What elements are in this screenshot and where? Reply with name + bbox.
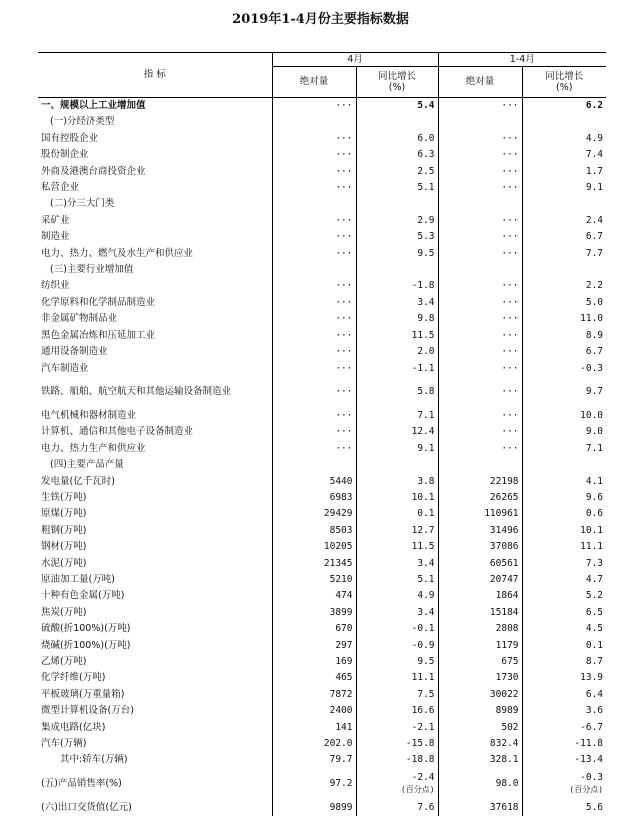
april-growth-cell (356, 114, 438, 130)
table-row (38, 752, 606, 768)
april-growth-cell: 6.0 (356, 131, 438, 147)
pct-label: (%) (556, 82, 573, 93)
table-row (38, 638, 606, 654)
row-label: (四)主要产品产量 (50, 459, 124, 471)
jan-apr-abs-cell: 502 (438, 720, 522, 736)
table-row (38, 213, 606, 229)
april-abs-cell: 465 (272, 670, 356, 686)
table-row (38, 311, 606, 327)
jan-apr-abs-cell: 20747 (438, 572, 522, 588)
jan-apr-abs-cell: 1179 (438, 638, 522, 654)
jan-apr-growth-cell: 5.2 (522, 588, 606, 604)
row-label: 化学纤维(万吨) (41, 672, 106, 684)
jan-apr-growth-cell: 6.5 (522, 605, 606, 621)
row-label: 原煤(万吨) (41, 508, 87, 520)
table-row (38, 523, 606, 539)
growth-header-april (356, 67, 438, 98)
row-label: 水泥(万吨) (41, 557, 87, 569)
april-abs-cell: 79.7 (272, 752, 356, 768)
jan-apr-abs-cell: ··· (438, 344, 522, 360)
april-growth-cell: 5.8 (356, 377, 438, 408)
growth-label: 同比增长 (545, 71, 584, 82)
row-label: 化学原料和化学制品制造业 (41, 296, 156, 308)
april-abs-cell: 21345 (272, 556, 356, 572)
jan-apr-abs-cell: 8989 (438, 703, 522, 719)
april-growth-cell (356, 457, 438, 473)
table-row (38, 98, 606, 115)
row-label: 私营企业 (41, 182, 80, 194)
april-growth-cell: -0.1 (356, 621, 438, 637)
row-label: 微型计算机设备(万台) (41, 705, 134, 717)
jan-apr-abs-cell: ··· (438, 311, 522, 327)
jan-apr-abs-cell: 22198 (438, 474, 522, 490)
jan-apr-growth-cell (522, 262, 606, 278)
table-row (38, 361, 606, 377)
april-abs-cell (272, 262, 356, 278)
row-label: 计算机、通信和其他电子设备制造业 (41, 426, 194, 438)
april-growth-cell: 5.1 (356, 572, 438, 588)
table-row (38, 164, 606, 180)
jan-apr-abs-cell: ··· (438, 229, 522, 245)
growth-label: 同比增长 (378, 71, 417, 82)
jan-apr-abs-cell: 832.4 (438, 736, 522, 752)
row-label: (六)出口交货值(亿元) (41, 801, 132, 813)
april-abs-cell: 10205 (272, 539, 356, 555)
april-growth-cell: 5.4 (356, 98, 438, 115)
page-title: 2019年1-4月份主要指标数据 (232, 12, 409, 27)
table-row (38, 424, 606, 440)
april-growth-cell (356, 262, 438, 278)
april-abs-cell: 2400 (272, 703, 356, 719)
jan-apr-abs-cell (438, 457, 522, 473)
april-abs-cell: 202.0 (272, 736, 356, 752)
jan-apr-growth-cell: -0.3 (522, 361, 606, 377)
april-abs-cell: ··· (272, 408, 356, 424)
april-growth-cell: 6.3 (356, 147, 438, 163)
table-row (38, 654, 606, 670)
table-row (38, 344, 606, 360)
jan-apr-abs-cell: ··· (438, 147, 522, 163)
jan-apr-growth-cell: 0.1 (522, 638, 606, 654)
jan-apr-abs-cell: 30022 (438, 687, 522, 703)
table-row (38, 441, 606, 457)
row-label: 纺织业 (41, 280, 70, 292)
april-abs-cell: 297 (272, 638, 356, 654)
april-growth-cell: 5.1 (356, 180, 438, 196)
april-abs-cell: 7872 (272, 687, 356, 703)
table-row (38, 670, 606, 686)
indicator-table (38, 52, 606, 816)
jan-apr-abs-cell: 98.0 (438, 769, 522, 800)
april-abs-cell: ··· (272, 344, 356, 360)
jan-apr-growth-cell (522, 196, 606, 212)
jan-apr-abs-cell: 1864 (438, 588, 522, 604)
row-label: 汽车制造业 (41, 362, 89, 374)
april-growth-cell: 10.1 (356, 490, 438, 506)
table-row (38, 328, 606, 344)
april-growth-cell: 5.3 (356, 229, 438, 245)
april-growth-cell: -18.8 (356, 752, 438, 768)
april-abs-cell: ··· (272, 164, 356, 180)
row-label: 通用设备制造业 (41, 346, 108, 358)
row-label: 烧碱(折100%)(万吨) (41, 639, 131, 651)
jan-apr-abs-cell: ··· (438, 361, 522, 377)
april-growth-cell: 3.4 (356, 295, 438, 311)
jan-apr-growth-cell: 8.9 (522, 328, 606, 344)
april-growth-cell: 12.4 (356, 424, 438, 440)
april-growth-cell: 7.5 (356, 687, 438, 703)
april-growth-cell: 11.1 (356, 670, 438, 686)
row-label: 集成电路(亿块) (41, 721, 106, 733)
jan-apr-abs-cell: ··· (438, 408, 522, 424)
jan-apr-abs-cell: 328.1 (438, 752, 522, 768)
april-abs-cell: ··· (272, 441, 356, 457)
row-label: 电气机械和器材制造业 (41, 409, 137, 421)
jan-apr-growth-cell: 10.1 (522, 523, 606, 539)
table-row (38, 556, 606, 572)
jan-apr-growth-cell: 7.7 (522, 246, 606, 262)
row-label: 汽车(万辆) (41, 738, 87, 750)
april-abs-cell: 6983 (272, 490, 356, 506)
april-abs-cell: ··· (272, 295, 356, 311)
april-growth-cell: -1.1 (356, 361, 438, 377)
april-abs-cell: 5440 (272, 474, 356, 490)
jan-apr-abs-cell: ··· (438, 278, 522, 294)
jan-apr-growth-cell: 2.4 (522, 213, 606, 229)
table-row (38, 295, 606, 311)
row-label: (五)产品销售率(%) (41, 778, 122, 790)
april-abs-cell (272, 457, 356, 473)
row-label: 外商及港澳台商投资企业 (41, 165, 146, 177)
jan-apr-growth-cell: 5.6 (522, 800, 606, 816)
period-april-header: 4月 (272, 53, 438, 67)
table-row (38, 262, 606, 278)
jan-apr-abs-cell: 37618 (438, 800, 522, 816)
jan-apr-abs-cell: ··· (438, 180, 522, 196)
row-label: 股份制企业 (41, 149, 89, 161)
jan-apr-growth-cell (522, 457, 606, 473)
april-growth-cell: -1.8 (356, 278, 438, 294)
april-growth-cell: 2.5 (356, 164, 438, 180)
april-abs-cell: 5210 (272, 572, 356, 588)
jan-apr-abs-cell: ··· (438, 131, 522, 147)
april-growth-cell (356, 769, 438, 800)
april-abs-cell: ··· (272, 180, 356, 196)
jan-apr-abs-cell: 60561 (438, 556, 522, 572)
row-label: 生铁(万吨) (41, 491, 87, 503)
april-abs-cell: 169 (272, 654, 356, 670)
table-row (38, 769, 606, 800)
jan-apr-growth-cell: 4.5 (522, 621, 606, 637)
jan-apr-growth-cell: 6.4 (522, 687, 606, 703)
jan-apr-abs-cell: 15184 (438, 605, 522, 621)
jan-apr-abs-cell: 37086 (438, 539, 522, 555)
jan-apr-growth-cell: 6.7 (522, 344, 606, 360)
jan-apr-abs-cell: 2808 (438, 621, 522, 637)
unit-note: (百分点) (569, 785, 604, 795)
row-label: 黑色金属冶炼和压延加工业 (41, 329, 156, 341)
row-label: (一)分经济类型 (50, 116, 115, 128)
abs-header-jan-apr: 绝对量 (438, 67, 522, 98)
table-row (38, 720, 606, 736)
april-abs-cell: 97.2 (272, 769, 356, 800)
jan-apr-growth-cell: 9.1 (522, 180, 606, 196)
table-row (38, 147, 606, 163)
row-label: 一、规模以上工业增加值 (41, 100, 146, 111)
indicator-header: 指 标 (38, 53, 272, 98)
table-row (38, 605, 606, 621)
jan-apr-abs-cell: ··· (438, 164, 522, 180)
table-row (38, 457, 606, 473)
april-growth-cell: 9.1 (356, 441, 438, 457)
jan-apr-abs-cell (438, 262, 522, 278)
jan-apr-abs-cell: 31496 (438, 523, 522, 539)
april-growth-cell: 12.7 (356, 523, 438, 539)
jan-apr-growth-cell: 8.7 (522, 654, 606, 670)
jan-apr-growth-cell: 4.7 (522, 572, 606, 588)
april-growth-cell: 11.5 (356, 539, 438, 555)
jan-apr-abs-cell: ··· (438, 328, 522, 344)
table-row (38, 196, 606, 212)
april-abs-cell: ··· (272, 278, 356, 294)
april-abs-cell: ··· (272, 328, 356, 344)
april-abs-cell: ··· (272, 424, 356, 440)
jan-apr-abs-cell: 675 (438, 654, 522, 670)
april-growth-cell: -2.1 (356, 720, 438, 736)
table-row (38, 800, 606, 816)
growth-value: -0.3 (580, 772, 604, 784)
april-abs-cell: ··· (272, 246, 356, 262)
april-abs-cell (272, 196, 356, 212)
jan-apr-growth-cell: 10.0 (522, 408, 606, 424)
abs-header-april: 绝对量 (272, 67, 356, 98)
table-row (38, 506, 606, 522)
jan-apr-growth-cell: 4.1 (522, 474, 606, 490)
row-label: 粗钢(万吨) (41, 524, 87, 536)
jan-apr-abs-cell: ··· (438, 377, 522, 408)
april-growth-cell: 9.5 (356, 654, 438, 670)
april-growth-cell: 0.1 (356, 506, 438, 522)
april-growth-cell: 11.5 (356, 328, 438, 344)
april-growth-cell: 16.6 (356, 703, 438, 719)
jan-apr-growth-cell: 2.2 (522, 278, 606, 294)
april-growth-cell: 9.5 (356, 246, 438, 262)
april-abs-cell: ··· (272, 147, 356, 163)
april-abs-cell: 474 (272, 588, 356, 604)
row-label: 硫酸(折100%)(万吨) (41, 623, 131, 635)
jan-apr-abs-cell: ··· (438, 295, 522, 311)
april-abs-cell: ··· (272, 98, 356, 115)
april-abs-cell: 141 (272, 720, 356, 736)
april-abs-cell: 670 (272, 621, 356, 637)
april-abs-cell: 8503 (272, 523, 356, 539)
table-row (38, 180, 606, 196)
april-growth-cell: -0.9 (356, 638, 438, 654)
table-row (38, 377, 606, 408)
jan-apr-abs-cell: ··· (438, 246, 522, 262)
row-label: 乙烯(万吨) (41, 656, 87, 667)
table-row (38, 229, 606, 245)
april-growth-cell: 2.0 (356, 344, 438, 360)
table-row (38, 114, 606, 130)
april-growth-cell: -15.8 (356, 736, 438, 752)
april-abs-cell: ··· (272, 377, 356, 408)
april-abs-cell: ··· (272, 361, 356, 377)
row-label: (二)分三大门类 (50, 198, 115, 210)
jan-apr-abs-cell: ··· (438, 424, 522, 440)
row-label: 非金属矿物制品业 (41, 313, 118, 325)
row-label: 其中:轿车(万辆) (60, 754, 128, 766)
april-growth-cell: 3.4 (356, 556, 438, 572)
table-row (38, 474, 606, 490)
april-abs-cell: ··· (272, 229, 356, 245)
row-label: 电力、热力生产和供应业 (41, 442, 146, 454)
table-row (38, 278, 606, 294)
row-label: 原油加工量(万吨) (41, 573, 115, 585)
row-label: 铁路、船舶、航空航天和其他运输设备制造业 (41, 386, 232, 398)
jan-apr-growth-cell: 6.2 (522, 98, 606, 115)
pct-label: (%) (388, 82, 406, 93)
jan-apr-growth-cell: 0.6 (522, 506, 606, 522)
jan-apr-abs-cell: ··· (438, 98, 522, 115)
jan-apr-growth-cell: 9.7 (522, 377, 606, 408)
jan-apr-growth-cell: 3.6 (522, 703, 606, 719)
row-label: 制造业 (41, 231, 70, 243)
table-row (38, 246, 606, 262)
jan-apr-growth-cell: 11.1 (522, 539, 606, 555)
april-growth-cell: 4.9 (356, 588, 438, 604)
jan-apr-abs-cell: 26265 (438, 490, 522, 506)
period-jan-apr-header: 1-4月 (438, 53, 606, 67)
jan-apr-growth-cell: 1.7 (522, 164, 606, 180)
table-row (38, 588, 606, 604)
table-row (38, 687, 606, 703)
unit-note: (百分点) (400, 785, 435, 795)
jan-apr-growth-cell (522, 769, 606, 800)
april-growth-cell: 7.1 (356, 408, 438, 424)
row-label: 平板玻璃(万重量箱) (41, 688, 125, 700)
jan-apr-growth-cell: 6.7 (522, 229, 606, 245)
table-row (38, 131, 606, 147)
jan-apr-growth-cell: 4.9 (522, 131, 606, 147)
jan-apr-abs-cell: 1730 (438, 670, 522, 686)
april-growth-cell: 2.9 (356, 213, 438, 229)
april-abs-cell: 3899 (272, 605, 356, 621)
table-row (38, 736, 606, 752)
table-row (38, 572, 606, 588)
april-growth-cell: 7.6 (356, 800, 438, 816)
row-label: (三)主要行业增加值 (50, 264, 134, 276)
jan-apr-abs-cell: ··· (438, 441, 522, 457)
april-growth-cell: 3.4 (356, 605, 438, 621)
jan-apr-growth-cell: -13.4 (522, 752, 606, 768)
row-label: 钢材(万吨) (41, 541, 87, 553)
april-abs-cell: ··· (272, 213, 356, 229)
growth-value: -2.4 (411, 772, 435, 784)
row-label: 十种有色金属(万吨) (41, 590, 125, 602)
table-row (38, 703, 606, 719)
april-growth-cell: 3.8 (356, 474, 438, 490)
jan-apr-abs-cell: 110961 (438, 506, 522, 522)
april-abs-cell: 29429 (272, 506, 356, 522)
april-abs-cell: ··· (272, 311, 356, 327)
row-label: 发电量(亿千瓦时) (41, 475, 115, 487)
jan-apr-growth-cell: 9.6 (522, 490, 606, 506)
april-growth-cell (356, 196, 438, 212)
table-row (38, 408, 606, 424)
jan-apr-growth-cell: 7.1 (522, 441, 606, 457)
header-row-1 (38, 53, 606, 67)
row-label: 采矿业 (41, 214, 70, 226)
row-label: 焦炭(万吨) (41, 606, 87, 618)
jan-apr-abs-cell (438, 196, 522, 212)
april-growth-cell: 9.8 (356, 311, 438, 327)
table-row (38, 539, 606, 555)
jan-apr-growth-cell: 5.0 (522, 295, 606, 311)
row-label: 国有控股企业 (41, 132, 99, 144)
jan-apr-growth-cell (522, 114, 606, 130)
jan-apr-growth-cell: -11.8 (522, 736, 606, 752)
jan-apr-growth-cell: 13.9 (522, 670, 606, 686)
jan-apr-abs-cell: ··· (438, 213, 522, 229)
april-abs-cell: ··· (272, 131, 356, 147)
growth-header-jan-apr (522, 67, 606, 98)
jan-apr-growth-cell: 11.0 (522, 311, 606, 327)
jan-apr-growth-cell: -6.7 (522, 720, 606, 736)
table-row (38, 621, 606, 637)
jan-apr-growth-cell: 7.4 (522, 147, 606, 163)
jan-apr-growth-cell: 9.0 (522, 424, 606, 440)
row-label: 电力、热力、燃气及水生产和供应业 (41, 247, 194, 259)
april-abs-cell: 9899 (272, 800, 356, 816)
table-row (38, 490, 606, 506)
april-abs-cell (272, 114, 356, 130)
jan-apr-abs-cell (438, 114, 522, 130)
jan-apr-growth-cell: 7.3 (522, 556, 606, 572)
